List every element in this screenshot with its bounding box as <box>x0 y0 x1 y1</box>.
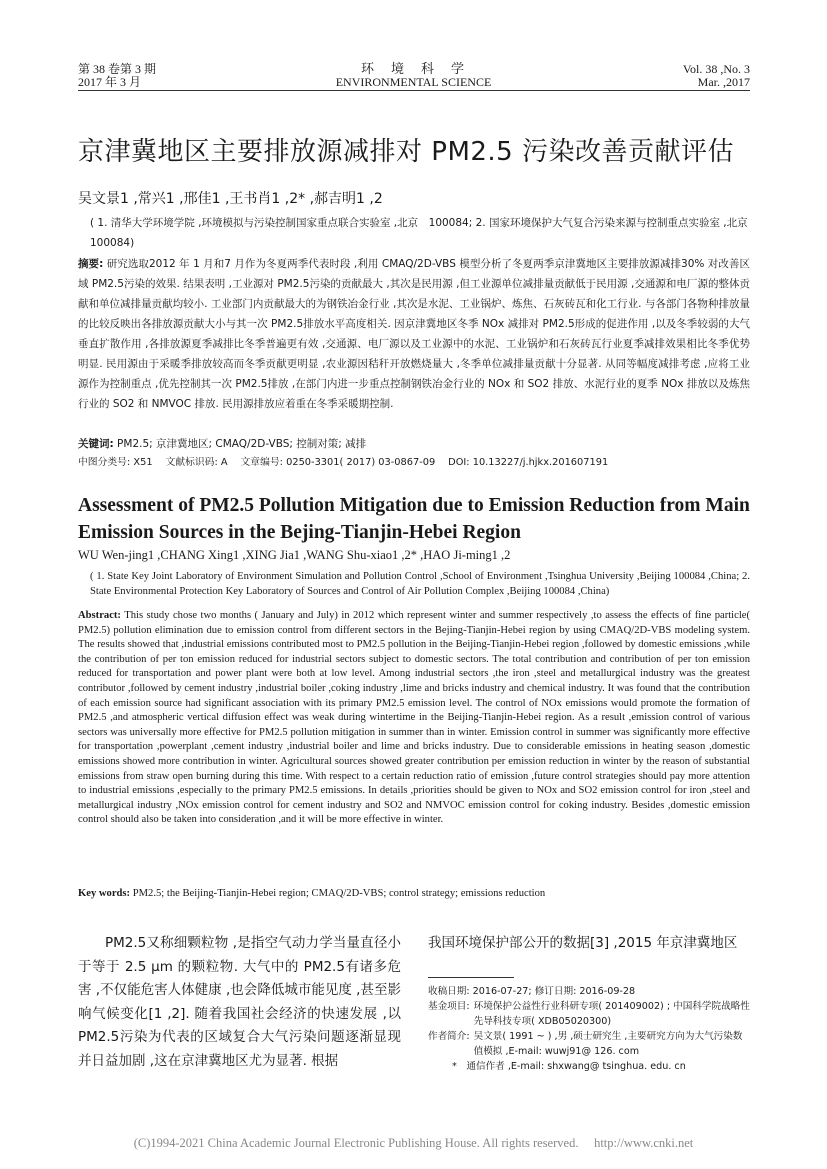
body-right-column: 我国环境保护部公开的数据[3] ,2015 年京津冀地区 <box>428 935 738 951</box>
header-date-cn: 2017 年 3 月 <box>78 75 142 89</box>
abstract-en-text: This study chose two months ( January and July) in 2012 which represent winter and summer respectively ,to assess the effects of fine particle( PM2.5) pollution elimination due to emission control from different sectors in the Bejing-Tianjin-Hebei region by using CMAQ/2D-VBS modeling system. The results showed that ,industrial emissions contributed most to PM2.5 pollution in the Beijing-Tianjin-Hebei region ,followed by domestic emissions ,while the contribution of per ton emission reduced for industrial sectors subject to domestic sectors. The total contribution and contribution of per ton emission reduced for transportation and power plant were both at low level. Among industrial sectors ,the iron ,steel and metallurgical industry was the greatest contributor ,followed by cement industry ,industrial boiler ,coking industry ,lime and bricks industry and chemical industry. It was found that the contribution of each emission source had significant association with its primary PM2.5 emission level. The control of NOx emissions would promote the formation of PM2.5 ,and atmospheric vertical diffusion effect was weak during wintertime in the Beijing-Tianjin-Hebei region. As a result ,emission control of various sectors was universally more effective for PM2.5 pollution mitigation in summer than in winter. Emission control in summer was significantly more effective for transportation ,powerplant ,cement industry ,industrial boiler and lime and bricks industry. Due to considerable emissions in heating season ,domestic emissions showed more contribution in winter. Agricultural sources showed greater contribution per emission reduction in winter by the reason of substantial emissions from straw open burning during this time. With respect to a certain reduction ratio of emission ,future control strategies should pay more attention to industrial emissions ,especially to the primary PM2.5 emissions. In details ,priorities should be given to NOx and SO2 emission control for iron ,steel and metallurgical industry ,NOx emission control for cement industry and SO2 and NMVOC emission control for coking industry. Besides ,domestic emission control should also be taken into consideration ,and it will be more effective in winter. <box>78 610 750 826</box>
keywords-cn <box>78 434 366 454</box>
copyright-footer: (C)1994-2021 China Academic Journal Electronic Publishing House. All rights reserved. http://www.cnki.net <box>133 1136 694 1150</box>
header-volume-en <box>683 63 750 89</box>
classification-line: 中图分类号: X51 文献标识码: A 文章编号: 0250-3301( 2017) 03-0867-09 DOI: 10.13227/j.hjkx.201607191 <box>78 457 609 468</box>
page-title-en: Assessment of PM2.5 Pollution Mitigation due to Emission Reduction from Main Emission Sources in the Bejing-Tianjin-Hebei Region <box>78 495 750 543</box>
keywords-en-label: Key words: <box>78 888 131 899</box>
footnote-fund-text: 环境保护公益性行业科研专项( 201409002) ; 中国科学院战略性先导科技专项( XDB05020300) <box>473 1001 750 1027</box>
header-vol-no: Vol. 38 ,No. 3 <box>682 62 750 76</box>
abstract-cn-label: 摘要: <box>78 258 104 270</box>
footnote-author <box>428 1029 750 1059</box>
header-journal-en: ENVIRONMENTAL SCIENCE <box>335 75 492 89</box>
header-date-en: Mar. ,2017 <box>697 75 750 89</box>
abstract-cn <box>78 254 750 414</box>
header-journal-cn: 环 境 科 学 <box>360 62 466 77</box>
keywords-cn-label: 关键词: <box>78 438 114 450</box>
footnote-fund-label: 基金项目: <box>428 1001 470 1012</box>
abstract-en-label: Abstract: <box>78 610 121 621</box>
authors-cn: 吴文景1 ,常兴1 ,邢佳1 ,王书肖1 ,2* ,郝吉明1 ,2 <box>78 191 383 207</box>
abstract-en <box>78 609 750 828</box>
footnote-fund <box>428 999 750 1029</box>
affiliation-cn: ( 1. 清华大学环境学院 ,环境模拟与污染控制国家重点联合实验室 ,北京 100084; 2. 国家环境保护大气复合污染来源与控制重点实验室 ,北京 100084) <box>90 217 759 249</box>
footnote-rule <box>428 977 514 978</box>
affiliation-en: ( 1. State Key Joint Laboratory of Environment Simulation and Pollution Control ,School of Environment ,Tsinghua University ,Beijing 100084 ,China; 2. State Environmental Protection Key Laboratory of Sources and Control of Air Pollution Complex ,Beijing 100084 ,China) <box>90 571 750 597</box>
header-volume-issue: 第 38 卷第 3 期 <box>78 62 157 76</box>
keywords-en <box>78 887 750 902</box>
body-left-column: PM2.5又称细颗粒物 ,是指空气动力学当量直径小于等于 2.5 μm 的颗粒物. 大气中的 PM2.5有诸多危害 ,不仅能危害人体健康 ,也会降低城市能见度 ,甚至影响气候变化[1 ,2]. 随着我国社会经济的快速发展 ,以 PM2.5污染为代表的区域复合大气污染问题逐渐显现并日益加剧 ,这在京津冀地区尤为显著. 根据 <box>78 935 401 1069</box>
keywords-en-text: PM2.5; the Beijing-Tianjin-Hebei region; CMAQ/2D-VBS; control strategy; emissions reduction <box>132 888 546 899</box>
header-rule <box>78 90 750 91</box>
footnotes <box>428 984 750 1074</box>
footnote-author-label: 作者简介: <box>428 1031 470 1042</box>
footnote-received: 收稿日期: 2016-07-27; 修订日期: 2016-09-28 <box>428 986 636 997</box>
page-title-cn: 京津冀地区主要排放源减排对 PM2.5 污染改善贡献评估 <box>78 137 734 167</box>
keywords-cn-text: PM2.5; 京津冀地区; CMAQ/2D-VBS; 控制对策; 减排 <box>117 438 367 450</box>
footnote-corresponding: * 通信作者 ,E-mail: shxwang@ tsinghua. edu. cn <box>452 1061 686 1072</box>
abstract-cn-text: 研究选取2012 年 1 月和7 月作为冬夏两季代表时段 ,利用 CMAQ/2D-VBS 模型分析了冬夏两季京津冀地区主要排放源减排30% 对改善区域 PM2.5污染的效果. 结果表明 ,工业源对 PM2.5污染的贡献最大 ,其次是民用源 ,但工业源单位减排量贡献低于民用源 ,交通源和电厂源的整体贡献和单位减排量贡献均较小. 工业部门内贡献最大的为钢铁冶金行业 ,其次是水泥、工业锅炉、炼焦、石灰砖瓦和化工行业. 与各部门各物种排放量的比较反映出各排放源贡献大小与其一次 PM2.5排放水平高度相关. 因京津冀地区冬季 NOx 减排对 PM2.5形成的促进作用 ,以及冬季较弱的大气垂直扩散作用 ,各排放源夏季减排比冬季普遍更有效 ,交通源、电厂源以及工业源中的水泥、工业锅炉和石灰砖瓦行业夏季减排效果相比冬季优势明显. 民用源由于采暖季排放较高而冬季贡献更明显 ,农业源因秸秆开放燃烧量大 ,冬季单位减排量贡献十分显著. 从同等幅度减排考虑 ,应将工业源作为控制重点 ,优先控制其一次 PM2.5排放 ,在部门内进一步重点控制钢铁冶金行业的 NOx 和 SO2 排放、水泥行业的夏季 NOx 排放以及炼焦行业的 SO2 和 NMVOC 排放. 民用源排放应着重在冬季采暖期控制. <box>78 258 750 410</box>
footnote-author-text: 吴文景( 1991 ~ ) ,男 ,硕士研究生 ,主要研究方向为大气污染数值模拟 ,E-mail: wuwj91@ 126. com <box>473 1031 743 1057</box>
authors-en: WU Wen-jing1 ,CHANG Xing1 ,XING Jia1 ,WANG Shu-xiao1 ,2* ,HAO Ji-ming1 ,2 <box>78 548 511 562</box>
